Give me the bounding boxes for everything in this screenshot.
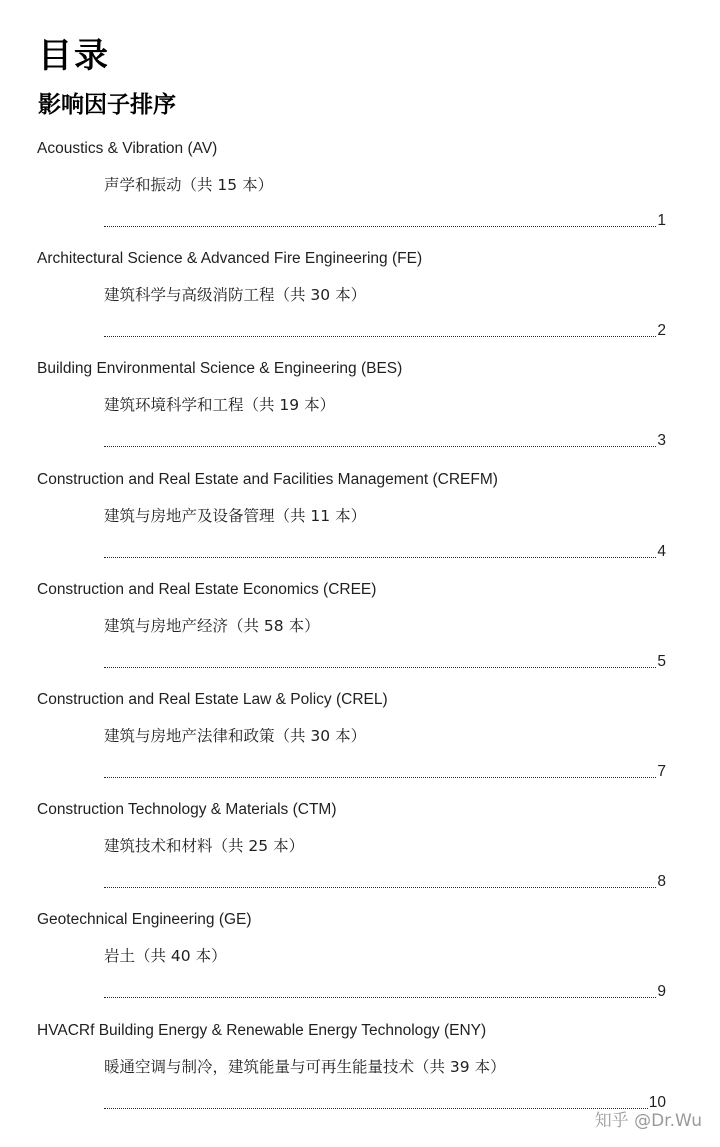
entry-leader-row <box>104 541 666 563</box>
entry-english-title: Construction and Real Estate Law & Policy (CREL) <box>37 690 388 708</box>
dot-leader <box>104 226 656 227</box>
entry-page-number: 8 <box>657 873 666 891</box>
toc-entry[interactable] <box>0 134 720 244</box>
entry-chinese-title: 建筑科学与高级消防工程（共 30 本） <box>104 286 367 305</box>
entry-page-number: 3 <box>657 432 666 450</box>
toc-entry[interactable] <box>0 244 720 354</box>
watermark: 知乎 @Dr.Wu <box>594 1111 702 1131</box>
entry-english-title: Construction and Real Estate Economics (CREE) <box>37 580 377 598</box>
dot-leader <box>104 997 656 998</box>
entry-chinese-title: 建筑技术和材料（共 25 本） <box>104 837 305 856</box>
entry-page-number: 10 <box>648 1093 666 1111</box>
entry-leader-row <box>104 320 666 342</box>
entry-leader-row <box>104 761 666 783</box>
toc-entries <box>0 134 720 1126</box>
toc-entry[interactable] <box>0 354 720 464</box>
entry-chinese-title: 建筑环境科学和工程（共 19 本） <box>104 396 336 415</box>
entry-english-title: Building Environmental Science & Engineering (BES) <box>37 360 403 378</box>
entry-english-title: Architectural Science & Advanced Fire Engineering (FE) <box>37 250 423 268</box>
entry-chinese-title: 建筑与房地产及设备管理（共 11 本） <box>104 506 367 525</box>
dot-leader <box>104 777 656 778</box>
entry-leader-row <box>104 210 666 232</box>
entry-page-number: 9 <box>657 983 666 1001</box>
entry-chinese-title: 岩土（共 40 本） <box>104 947 227 966</box>
entry-chinese-title: 暖通空调与制冷，建筑能量与可再生能量技术（共 39 本） <box>104 1057 506 1076</box>
entry-page-number: 1 <box>657 212 666 229</box>
dot-leader <box>104 887 656 888</box>
dot-leader <box>104 1108 648 1109</box>
entry-english-title: Construction and Real Estate and Facilities Management (CREFM) <box>37 470 498 488</box>
dot-leader <box>104 557 656 558</box>
dot-leader <box>104 446 656 447</box>
entry-english-title: Geotechnical Engineering (GE) <box>37 911 252 929</box>
entry-english-title: HVACRf Building Energy & Renewable Energy Technology (ENY) <box>37 1021 487 1039</box>
toc-entry[interactable] <box>0 795 720 905</box>
entry-leader-row <box>104 871 666 893</box>
entry-chinese-title: 建筑与房地产法律和政策（共 30 本） <box>104 726 367 745</box>
entry-chinese-title: 建筑与房地产经济（共 58 本） <box>104 616 320 635</box>
entry-english-title: Construction Technology & Materials (CTM) <box>37 801 337 819</box>
dot-leader <box>104 667 656 668</box>
entry-leader-row <box>104 981 666 1003</box>
entry-page-number: 4 <box>657 542 666 560</box>
section-subtitle: 影响因子排序 <box>38 92 176 118</box>
page-title: 目录 <box>38 36 110 76</box>
toc-entry[interactable] <box>0 575 720 685</box>
entry-page-number: 5 <box>657 652 666 670</box>
entry-leader-row <box>104 430 666 452</box>
entry-page-number: 7 <box>657 762 666 780</box>
dot-leader <box>104 336 656 337</box>
entry-chinese-title: 声学和振动（共 15 本） <box>104 176 274 194</box>
toc-entry[interactable] <box>0 465 720 575</box>
toc-entry[interactable] <box>0 685 720 795</box>
toc-entry[interactable] <box>0 905 720 1015</box>
entry-english-title: Acoustics & Vibration (AV) <box>37 140 218 157</box>
entry-leader-row <box>104 651 666 673</box>
entry-page-number: 2 <box>657 322 666 340</box>
entry-leader-row <box>104 1092 666 1114</box>
